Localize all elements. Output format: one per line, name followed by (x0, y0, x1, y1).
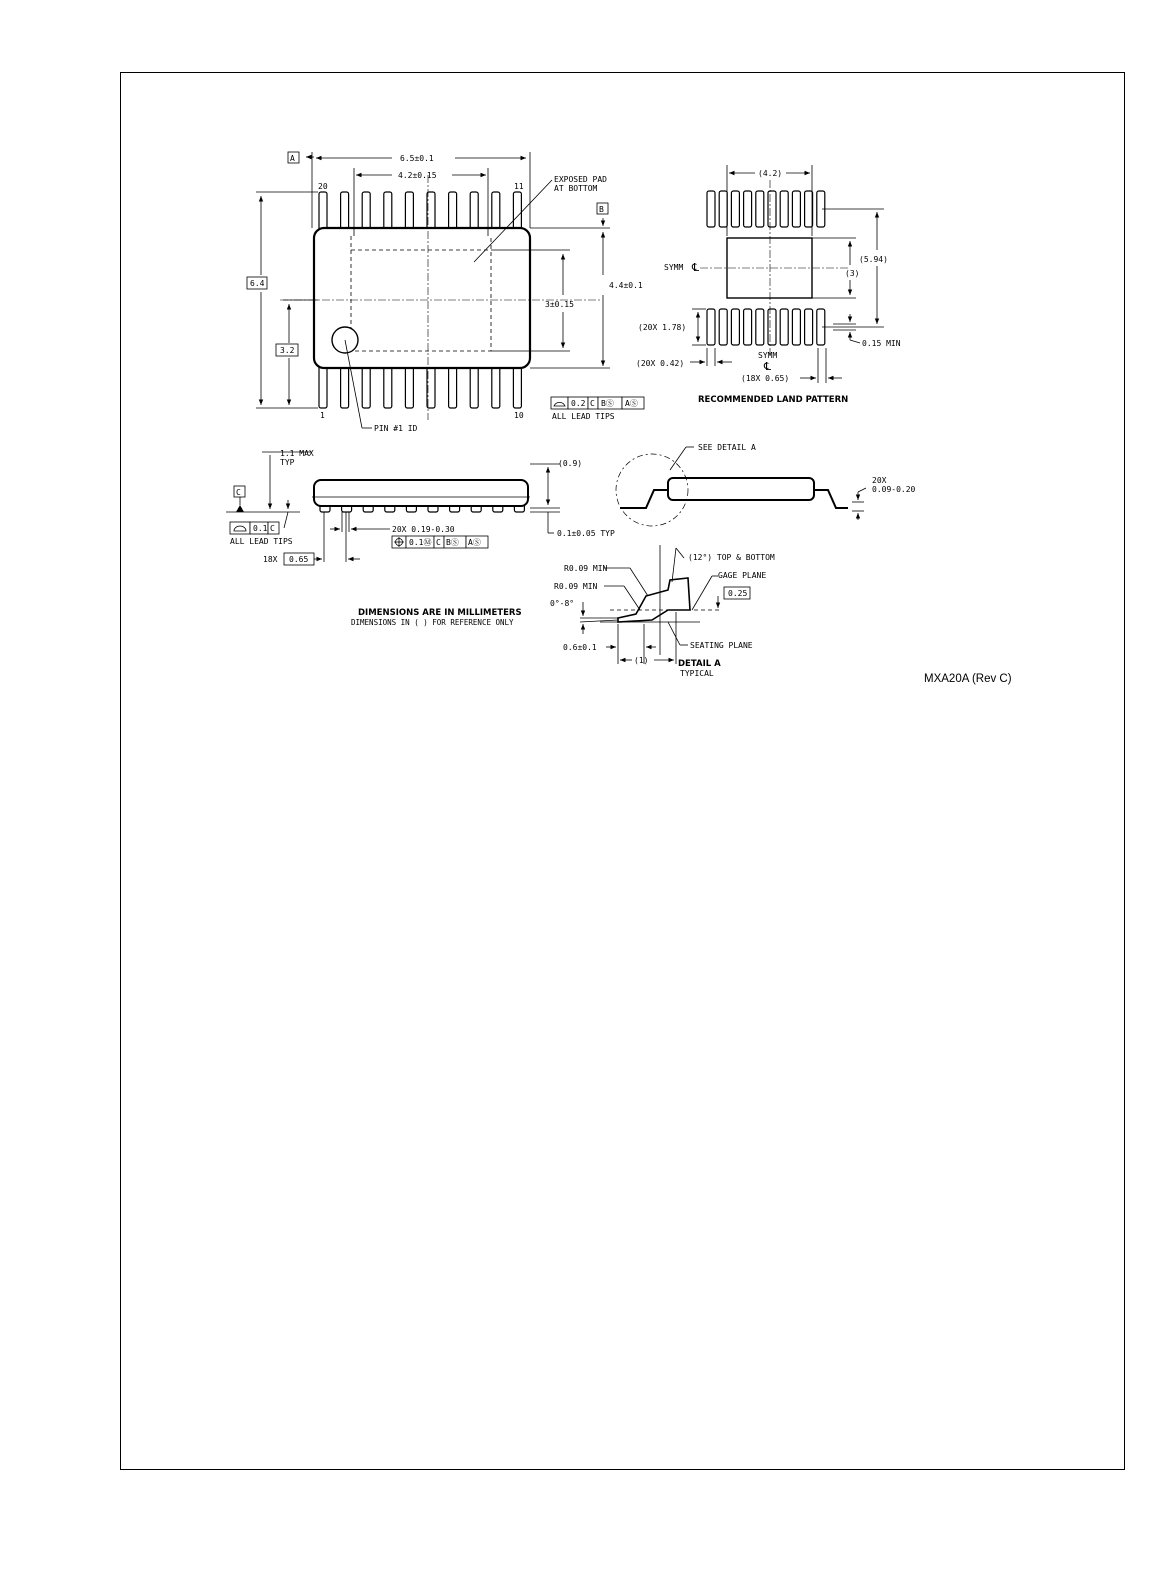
svg-text:0.1: 0.1 (253, 524, 268, 533)
pin1-id-label: PIN #1 ID (374, 424, 418, 433)
pin (449, 366, 457, 408)
svg-text:AⓈ: AⓈ (468, 538, 481, 547)
pin-11-label: 11 (514, 182, 524, 191)
symm-label-left: SYMM (664, 263, 684, 272)
radius-1: R0.09 MIN (564, 564, 608, 573)
dim-pad-height: 3±0.15 (545, 300, 574, 309)
exposed-pad-label-1: EXPOSED PAD (554, 175, 607, 184)
land-pad (768, 309, 776, 345)
pin (449, 192, 457, 230)
land-pattern (636, 165, 901, 405)
symm-label-bottom: SYMM (758, 351, 778, 360)
lead-width-label: 20X 0.19-0.30 (392, 525, 455, 534)
lp-dim-total-height: (5.94) (859, 255, 888, 264)
upper-pin-row (319, 192, 521, 230)
land-pad (805, 309, 813, 345)
max-height-label-1: 1.1 MAX (280, 449, 314, 458)
pin (470, 366, 478, 408)
cl-glyph-bottom: ℄ (764, 360, 772, 373)
land-pad (768, 191, 776, 227)
dim-body-thickness: (0.9) (558, 459, 583, 468)
dim-body-height: 4.4±0.1 (609, 281, 643, 290)
pin (513, 192, 521, 230)
svg-text:BⓈ: BⓈ (601, 399, 614, 408)
lower-pin-row (319, 366, 521, 408)
dim-width: 6.5±0.1 (400, 154, 434, 163)
pin (405, 366, 413, 408)
land-pad (780, 191, 788, 227)
land-pad (792, 309, 800, 345)
pin (319, 366, 327, 408)
lead-thk-qty: 20X (872, 476, 887, 485)
pin (405, 192, 413, 230)
pin (341, 192, 349, 230)
coplanarity-frame (230, 522, 279, 534)
position-tolerance-frame (392, 536, 488, 548)
detail-a (550, 545, 775, 678)
svg-text:0.2: 0.2 (571, 399, 586, 408)
land-pads-lower (707, 309, 825, 345)
svg-text:AⓈ: AⓈ (625, 399, 638, 408)
pitch-value: 0.65 (289, 555, 309, 564)
land-pad (744, 191, 752, 227)
pin (362, 366, 370, 408)
land-pad (719, 191, 727, 227)
pin (492, 192, 500, 230)
pin (384, 366, 392, 408)
side-view (226, 449, 615, 565)
land-pad (805, 191, 813, 227)
pin (362, 192, 370, 230)
reference-note: DIMENSIONS IN ( ) FOR REFERENCE ONLY (351, 618, 514, 627)
revision-label: MXA20A (Rev C) (924, 673, 1012, 685)
pin (513, 366, 521, 408)
top-view (247, 152, 644, 433)
datum-c: C (236, 488, 241, 497)
radius-2: R0.09 MIN (554, 582, 598, 591)
angle-range: 0°-8° (550, 599, 575, 608)
land-pad (756, 191, 764, 227)
lp-dim-pad-width: (4.2) (758, 169, 783, 178)
land-pad (707, 309, 715, 345)
datum-b: B (599, 205, 604, 214)
end-view (616, 443, 916, 526)
end-body (668, 478, 814, 500)
side-body (314, 480, 528, 506)
gage-distance: 0.25 (728, 589, 748, 598)
profile-tolerance-frame (551, 397, 644, 409)
pin-1-label: 1 (320, 411, 325, 420)
lead-thk-value: 0.09-0.20 (872, 485, 916, 494)
land-pad (744, 309, 752, 345)
side-all-lead-tips: ALL LEAD TIPS (230, 537, 293, 546)
lp-dim-pad-length: (20X 1.78) (638, 323, 687, 332)
land-pad (719, 309, 727, 345)
land-pad (756, 309, 764, 345)
pin-20-label: 20 (318, 182, 328, 191)
land-pad (707, 191, 715, 227)
svg-text:C: C (590, 399, 595, 408)
pin (470, 192, 478, 230)
units-note: DIMENSIONS ARE IN MILLIMETERS (358, 608, 522, 618)
svg-text:BⓈ: BⓈ (446, 538, 459, 547)
land-pad (780, 309, 788, 345)
land-pad (731, 191, 739, 227)
dim-half-height: 3.2 (280, 346, 295, 355)
datum-a: A (290, 154, 295, 163)
lp-dim-pad-height: (3) (845, 269, 860, 278)
pitch-count: 18X (263, 555, 278, 564)
pin (319, 192, 327, 230)
land-pad (792, 191, 800, 227)
cl-glyph-left: ℄ (692, 261, 700, 274)
dim-pad-width: 4.2±0.15 (398, 171, 437, 180)
svg-text:0.1Ⓜ: 0.1Ⓜ (409, 538, 432, 547)
gage-plane-label: GAGE PLANE (718, 571, 767, 580)
pin (384, 192, 392, 230)
seating-plane-label: SEATING PLANE (690, 641, 753, 650)
lp-dim-pitch: (18X 0.65) (741, 374, 790, 383)
max-height-label-2: TYP (280, 458, 295, 467)
pin (341, 366, 349, 408)
foot-ref: (1) (634, 656, 649, 665)
svg-text:C: C (270, 524, 275, 533)
detail-a-subtitle: TYPICAL (680, 669, 714, 678)
land-pattern-title: RECOMMENDED LAND PATTERN (698, 395, 849, 405)
lp-dim-pad-width-each: (20X 0.42) (636, 359, 685, 368)
dim-standoff: 0.1±0.05 TYP (557, 529, 615, 538)
pin-10-label: 10 (514, 411, 524, 420)
all-lead-tips-label: ALL LEAD TIPS (552, 412, 615, 421)
see-detail-label: SEE DETAIL A (698, 443, 756, 452)
lp-dim-min-gap: 0.15 MIN (862, 339, 901, 348)
pin (492, 366, 500, 408)
exposed-pad-label-2: AT BOTTOM (554, 184, 598, 193)
foot-length: 0.6±0.1 (563, 643, 597, 652)
land-pad (731, 309, 739, 345)
angle-top-label: (12°) TOP & BOTTOM (688, 553, 775, 562)
dim-overall-height: 6.4 (250, 279, 265, 288)
land-pads-upper (707, 191, 825, 227)
svg-text:C: C (436, 538, 441, 547)
detail-a-title: DETAIL A (678, 659, 721, 669)
